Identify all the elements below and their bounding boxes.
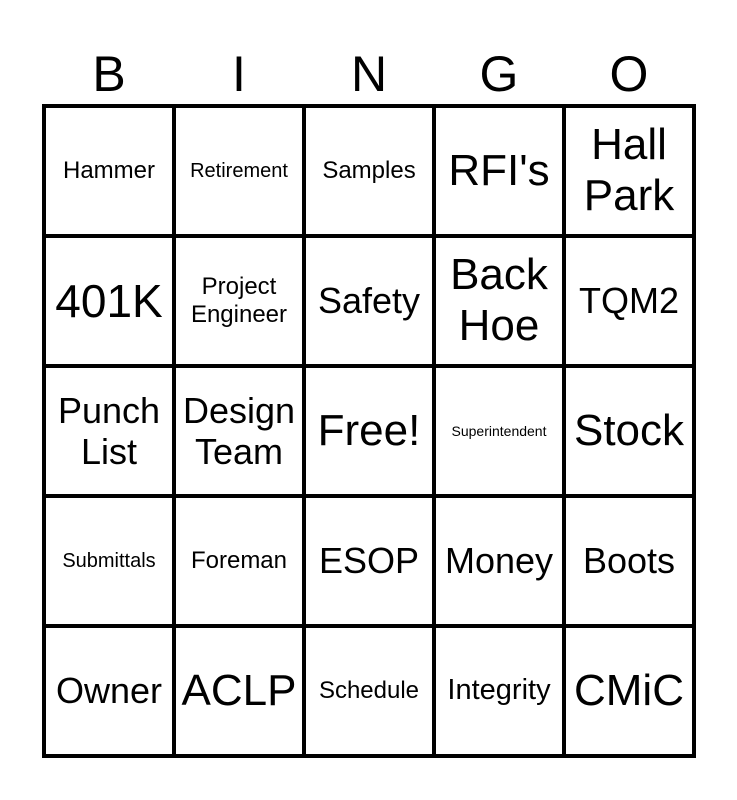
bingo-cell[interactable]: Back Hoe xyxy=(434,236,564,366)
header-letter-i: I xyxy=(232,46,246,102)
bingo-cell[interactable]: Boots xyxy=(564,496,694,626)
bingo-cell[interactable]: Hammer xyxy=(44,106,174,236)
bingo-cell[interactable]: 401K xyxy=(44,236,174,366)
bingo-cell[interactable]: TQM2 xyxy=(564,236,694,366)
bingo-cell[interactable]: Samples xyxy=(304,106,434,236)
header-letter-n: N xyxy=(350,46,388,102)
header-letter-b: B xyxy=(92,46,126,102)
bingo-cell[interactable]: Retirement xyxy=(174,106,304,236)
header-letter-o: O xyxy=(609,46,649,102)
bingo-cell[interactable]: Stock xyxy=(564,366,694,496)
bingo-card-grid xyxy=(42,104,696,758)
bingo-cell[interactable]: CMiC xyxy=(564,626,694,756)
bingo-cell[interactable]: Hall Park xyxy=(564,106,694,236)
bingo-cell[interactable]: Integrity xyxy=(434,626,564,756)
bingo-cell[interactable]: ACLP xyxy=(174,626,304,756)
bingo-cell[interactable]: Schedule xyxy=(304,626,434,756)
header-letter-g: G xyxy=(479,46,519,102)
bingo-cell[interactable]: RFI's xyxy=(434,106,564,236)
bingo-cell[interactable]: Punch List xyxy=(44,366,174,496)
bingo-cell[interactable]: Money xyxy=(434,496,564,626)
bingo-cell[interactable]: Project Engineer xyxy=(174,236,304,366)
bingo-cell[interactable]: Owner xyxy=(44,626,174,756)
bingo-cell-free[interactable]: Free! xyxy=(304,366,434,496)
bingo-cell[interactable]: Superintendent xyxy=(434,366,564,496)
bingo-cell[interactable]: Design Team xyxy=(174,366,304,496)
bingo-cell[interactable]: ESOP xyxy=(304,496,434,626)
bingo-header xyxy=(44,44,694,104)
bingo-cell[interactable]: Foreman xyxy=(174,496,304,626)
bingo-cell[interactable]: Submittals xyxy=(44,496,174,626)
bingo-cell[interactable]: Safety xyxy=(304,236,434,366)
